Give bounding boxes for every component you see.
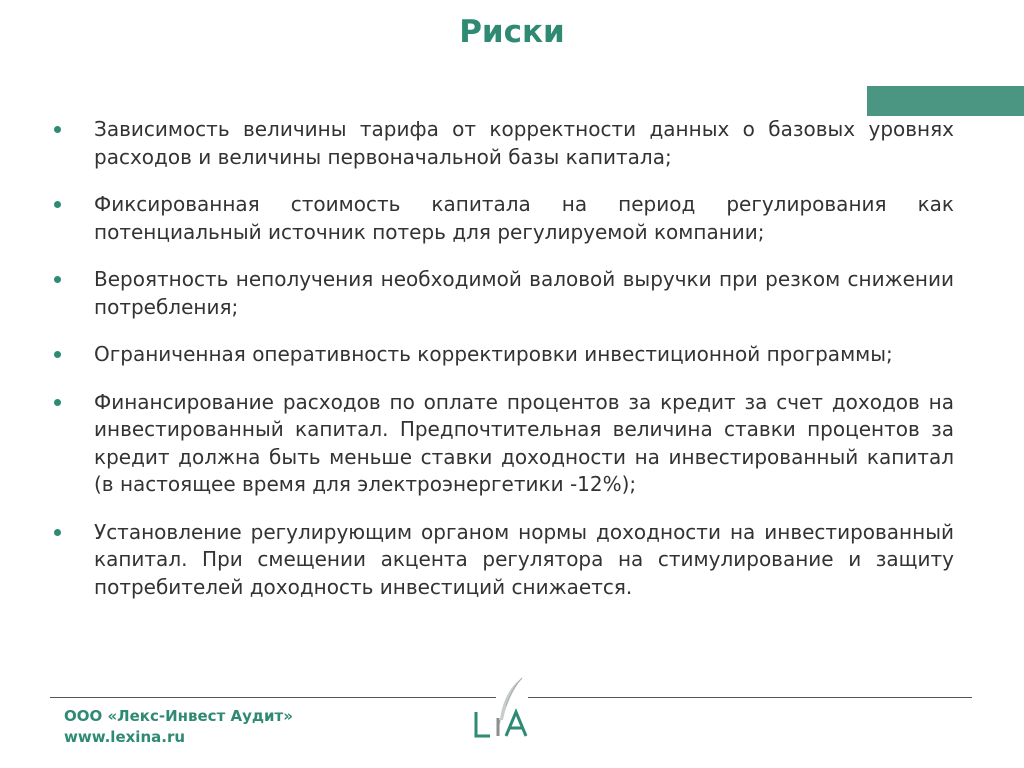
bullet-dot-icon xyxy=(54,351,61,358)
bullet-text: Фиксированная стоимость капитала на период регулирования как потенциальный источник потерь для регулируемой компании; xyxy=(94,192,954,244)
bullet-item xyxy=(54,389,954,499)
bullet-item xyxy=(54,266,954,321)
bullet-text: Зависимость величины тарифа от корректности данных о базовых уровнях расходов и величины первоначальной базы капитала; xyxy=(94,117,954,169)
bullet-item xyxy=(54,519,954,602)
company-name: ООО «Лекс-Инвест Аудит» xyxy=(64,707,293,725)
bullet-dot-icon xyxy=(54,399,61,406)
accent-bar xyxy=(867,86,1024,116)
company-website[interactable]: www.lexina.ru xyxy=(64,728,186,746)
bullet-item xyxy=(54,341,954,369)
bullet-dot-icon xyxy=(54,126,61,133)
bullet-item xyxy=(54,116,954,171)
bullet-text: Финансирование расходов по оплате процентов за кредит за счет доходов на инвестированный капитал. Предпочтительная величина ставки процентов за кредит должна быть меньше ставки доходности на инвестированный капитал (в настоящее время для электроэнергетики -12%); xyxy=(94,389,954,496)
feather-logo-icon xyxy=(466,672,538,744)
bullet-text: Установление регулирующим органом нормы доходности на инвестированный капитал. При смещении акцента регулятора на стимулирование и защиту потребителей доходность инвестиций снижается. xyxy=(94,519,954,599)
bullet-dot-icon xyxy=(54,201,61,208)
bullet-list xyxy=(54,116,954,621)
footer-company xyxy=(64,706,293,748)
bullet-text: Вероятность неполучения необходимой валовой выручки при резком снижении потребления; xyxy=(94,267,954,319)
footer-divider-left xyxy=(50,697,496,698)
footer-divider-right xyxy=(528,697,972,698)
slide-title: Риски xyxy=(459,14,565,50)
bullet-dot-icon xyxy=(54,276,61,283)
bullet-item xyxy=(54,191,954,246)
bullet-text: Ограниченная оперативность корректировки инвестиционной программы; xyxy=(94,342,893,366)
bullet-dot-icon xyxy=(54,529,61,536)
